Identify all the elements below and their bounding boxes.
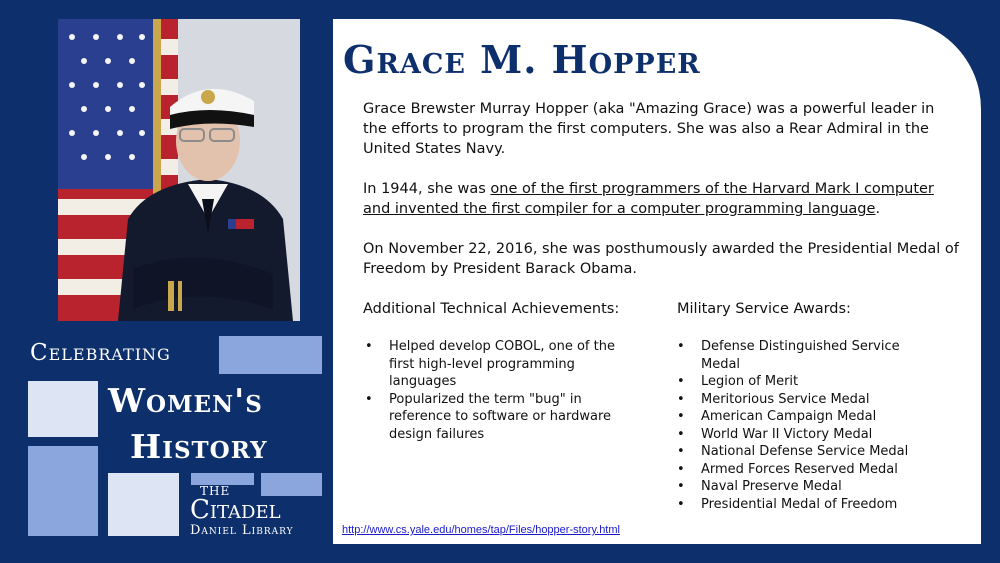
list-item: • Presidential Medal of Freedom [675,496,915,514]
content-panel [333,19,981,544]
decor-block [108,473,179,536]
decor-block [28,381,98,437]
list-item: • World War II Victory Medal [675,426,915,444]
decor-block [28,446,98,536]
list-item: • Armed Forces Reserved Medal [675,461,915,479]
bio-paragraph-2-end: . [875,201,881,217]
list-item: • Naval Preserve Medal [675,478,915,496]
decor-block [261,473,322,496]
bio-paragraph-2-intro: In 1944, she was [363,181,491,197]
achievements-list [363,338,633,443]
list-item: • Meritorious Service Medal [675,391,915,409]
list-item: • American Campaign Medal [675,408,915,426]
citadel-logo: Citadel [190,495,281,525]
list-item: • Popularized the term "bug" in reference to software or hardware design failures [363,391,633,444]
bio-paragraph-3: On November 22, 2016, she was posthumously awarded the Presidential Medal of Freedom by President Barack Obama. [363,241,959,277]
decor-block [219,336,322,374]
history-label: History [130,427,268,466]
library-name: Daniel Library [190,523,294,538]
list-item: • Defense Distinguished Service Medal [675,338,915,373]
list-item: • Legion of Merit [675,373,915,391]
celebrating-label: Celebrating [30,340,171,366]
page-title: Grace M. Hopper [343,37,701,82]
awards-heading: Military Service Awards: [677,301,851,317]
citadel-logo-the: THE [200,484,231,498]
source-link[interactable]: http://www.cs.yale.edu/homes/tap/Files/hopper-story.html [342,524,620,536]
achievements-heading: Additional Technical Achievements: [363,301,620,317]
bio-paragraph-2 [363,179,961,219]
womens-label: Women's [108,381,263,420]
list-item: • Helped develop COBOL, one of the first high-level programming languages [363,338,633,391]
bio-paragraph-1: Grace Brewster Murray Hopper (aka "Amazing Grace) was a powerful leader in the efforts to program the first computers. She was also a Rear Admiral in the United States Navy. [363,101,935,157]
list-item: • National Defense Service Medal [675,443,915,461]
bio-paragraph-2-highlight: one of the first programmers of the Harvard Mark I computer and invented the first compiler for a computer programming language [363,181,934,217]
awards-list [675,338,915,513]
portrait-photo [58,19,300,321]
